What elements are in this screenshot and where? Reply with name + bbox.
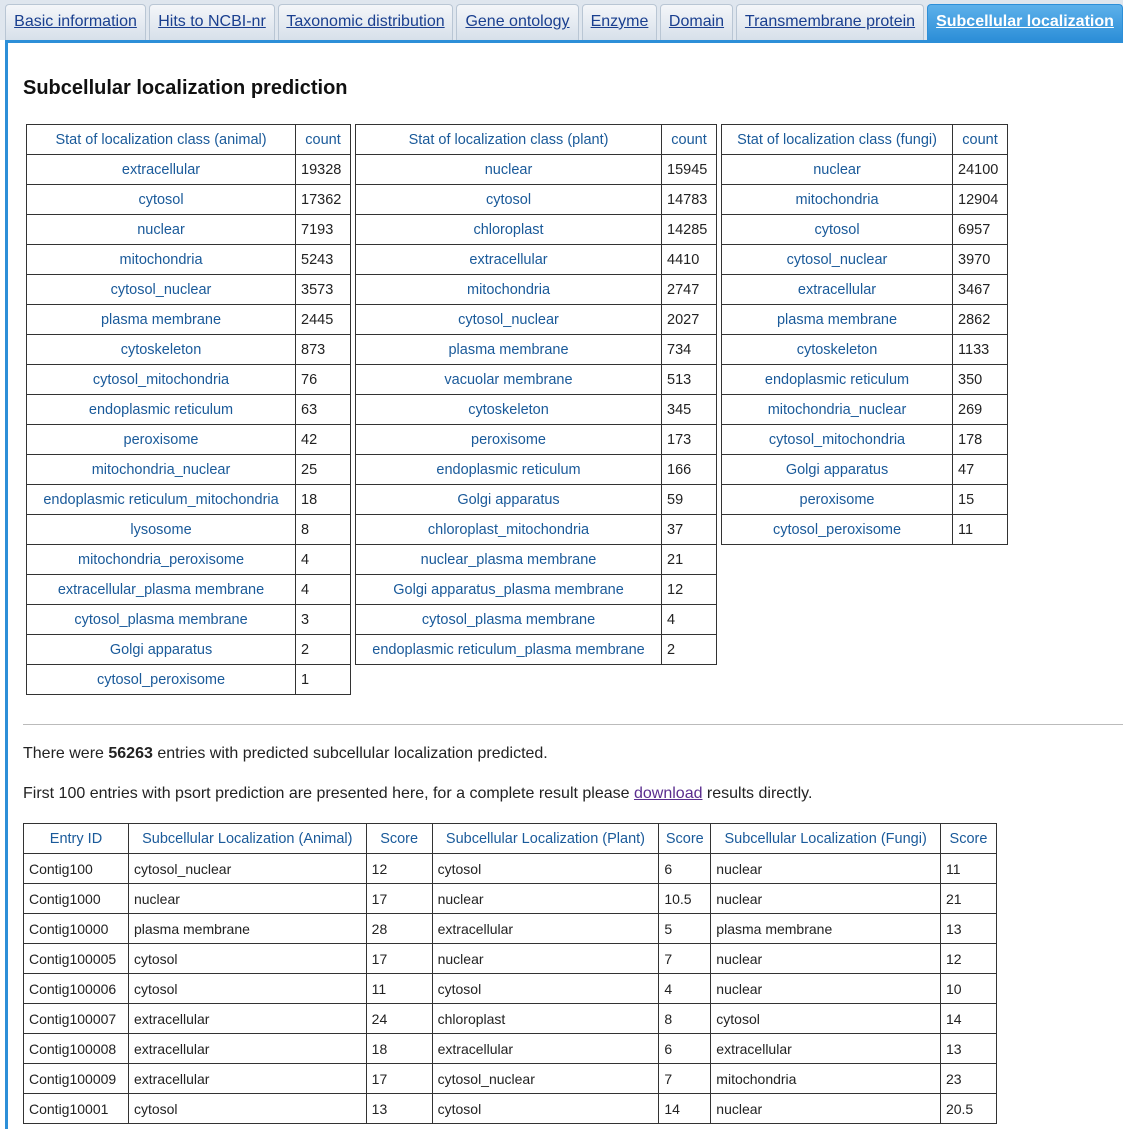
table-cell: 12: [366, 854, 432, 884]
localization-count: 37: [662, 515, 717, 545]
entries-rows: [24, 854, 997, 1124]
localization-class: cytosol_plasma membrane: [27, 605, 296, 635]
tab-domain[interactable]: Domain: [660, 4, 733, 40]
tab-enzyme[interactable]: Enzyme: [582, 4, 657, 40]
stat-row: [27, 425, 351, 455]
table-cell: 24: [366, 1004, 432, 1034]
summary-count: 56263: [108, 745, 153, 762]
table-cell: mitochondria: [711, 1064, 941, 1094]
localization-class: extracellular: [722, 275, 953, 305]
column-header: Subcellular Localization (Fungi): [711, 824, 941, 854]
table-cell: cytosol_nuclear: [128, 854, 366, 884]
table-row: [24, 1004, 997, 1034]
table-cell: nuclear: [432, 944, 659, 974]
table-cell: nuclear: [711, 944, 941, 974]
stat-row: [722, 305, 1008, 335]
table-cell: nuclear: [711, 1094, 941, 1124]
entries-header-row: [24, 824, 997, 854]
table-cell: nuclear: [432, 884, 659, 914]
table-cell: 6: [659, 854, 711, 884]
table-cell: Contig100006: [24, 974, 129, 1004]
localization-class: cytosol_nuclear: [27, 275, 296, 305]
localization-count: 873: [296, 335, 351, 365]
localization-count: 15: [953, 485, 1008, 515]
plant-count-header: count: [662, 125, 717, 155]
stat-row: [356, 245, 717, 275]
plant-stat-table: [355, 124, 717, 665]
stat-row: [722, 395, 1008, 425]
localization-class: nuclear_plasma membrane: [356, 545, 662, 575]
stat-row: [27, 245, 351, 275]
localization-class: cytosol: [722, 215, 953, 245]
localization-class: cytosol_peroxisome: [27, 665, 296, 695]
localization-count: 3970: [953, 245, 1008, 275]
table-cell: cytosol: [432, 1094, 659, 1124]
table-cell: 6: [659, 1034, 711, 1064]
stat-row: [356, 185, 717, 215]
page-heading: Subcellular localization prediction: [23, 77, 348, 99]
localization-count: 2: [662, 635, 717, 665]
localization-class: cytosol_peroxisome: [722, 515, 953, 545]
localization-count: 63: [296, 395, 351, 425]
localization-count: 4: [296, 545, 351, 575]
stat-row: [356, 305, 717, 335]
localization-count: 345: [662, 395, 717, 425]
localization-count: 59: [662, 485, 717, 515]
localization-class: Golgi apparatus: [356, 485, 662, 515]
table-cell: Contig10001: [24, 1094, 129, 1124]
localization-class: chloroplast_mitochondria: [356, 515, 662, 545]
localization-class: chloroplast: [356, 215, 662, 245]
tab-taxonomic-distribution[interactable]: Taxonomic distribution: [278, 4, 453, 40]
localization-count: 19328: [296, 155, 351, 185]
animal-stat-rows: [27, 155, 351, 695]
table-cell: Contig100008: [24, 1034, 129, 1064]
localization-count: 2747: [662, 275, 717, 305]
localization-class: cytosol: [356, 185, 662, 215]
localization-class: extracellular: [356, 245, 662, 275]
localization-class: plasma membrane: [356, 335, 662, 365]
table-row: [24, 1064, 997, 1094]
localization-count: 42: [296, 425, 351, 455]
localization-class: extracellular_plasma membrane: [27, 575, 296, 605]
localization-class: endoplasmic reticulum: [27, 395, 296, 425]
localization-count: 47: [953, 455, 1008, 485]
table-cell: 13: [940, 1034, 996, 1064]
animal-stat-table: [26, 124, 351, 695]
table-row: [24, 1034, 997, 1064]
table-cell: 18: [366, 1034, 432, 1064]
note-pre: First 100 entries with psort prediction are presented here, for a complete result please: [23, 785, 634, 802]
localization-count: 2027: [662, 305, 717, 335]
table-cell: nuclear: [711, 974, 941, 1004]
localization-count: 1133: [953, 335, 1008, 365]
table-cell: plasma membrane: [711, 914, 941, 944]
localization-count: 12904: [953, 185, 1008, 215]
table-cell: 13: [366, 1094, 432, 1124]
localization-class: vacuolar membrane: [356, 365, 662, 395]
column-header: Subcellular Localization (Animal): [128, 824, 366, 854]
stat-row: [722, 425, 1008, 455]
localization-class: cytoskeleton: [356, 395, 662, 425]
localization-class: endoplasmic reticulum_plasma membrane: [356, 635, 662, 665]
localization-count: 269: [953, 395, 1008, 425]
localization-class: cytosol_mitochondria: [722, 425, 953, 455]
localization-count: 6957: [953, 215, 1008, 245]
localization-class: mitochondria: [27, 245, 296, 275]
fungi-count-header: count: [953, 125, 1008, 155]
stat-row: [27, 485, 351, 515]
localization-count: 8: [296, 515, 351, 545]
localization-count: 21: [662, 545, 717, 575]
tab-subcellular-localization[interactable]: Subcellular localization: [927, 4, 1123, 40]
download-note: [23, 785, 812, 803]
stat-row: [27, 215, 351, 245]
localization-count: 12: [662, 575, 717, 605]
table-cell: cytosol: [432, 854, 659, 884]
animal-count-header: count: [296, 125, 351, 155]
column-header: Subcellular Localization (Plant): [432, 824, 659, 854]
fungi-stat-table: [721, 124, 1008, 545]
localization-count: 166: [662, 455, 717, 485]
table-cell: 11: [940, 854, 996, 884]
table-row: [24, 1094, 997, 1124]
localization-count: 1: [296, 665, 351, 695]
table-row: [24, 854, 997, 884]
tab-transmembrane-protein[interactable]: Transmembrane protein: [736, 4, 924, 40]
column-header: Score: [659, 824, 711, 854]
stat-row: [27, 665, 351, 695]
localization-count: 173: [662, 425, 717, 455]
column-header: Entry ID: [24, 824, 129, 854]
stat-row: [722, 245, 1008, 275]
localization-count: 2: [296, 635, 351, 665]
table-cell: extracellular: [128, 1034, 366, 1064]
table-cell: nuclear: [711, 854, 941, 884]
localization-count: 513: [662, 365, 717, 395]
stat-row: [722, 155, 1008, 185]
localization-count: 11: [953, 515, 1008, 545]
localization-count: 2445: [296, 305, 351, 335]
table-cell: 23: [940, 1064, 996, 1094]
table-cell: cytosol: [711, 1004, 941, 1034]
stat-row: [356, 365, 717, 395]
stat-row: [722, 365, 1008, 395]
stat-row: [27, 335, 351, 365]
localization-count: 14285: [662, 215, 717, 245]
table-cell: Contig100005: [24, 944, 129, 974]
stat-row: [722, 485, 1008, 515]
table-cell: extracellular: [128, 1004, 366, 1034]
stat-row: [27, 365, 351, 395]
stat-row: [27, 155, 351, 185]
localization-count: 25: [296, 455, 351, 485]
localization-count: 3: [296, 605, 351, 635]
stat-row: [27, 545, 351, 575]
localization-class: nuclear: [722, 155, 953, 185]
localization-count: 5243: [296, 245, 351, 275]
table-cell: cytosol: [432, 974, 659, 1004]
localization-count: 14783: [662, 185, 717, 215]
localization-class: mitochondria_nuclear: [27, 455, 296, 485]
stat-row: [356, 455, 717, 485]
table-cell: 10.5: [659, 884, 711, 914]
stat-row: [722, 275, 1008, 305]
stat-row: [27, 575, 351, 605]
table-cell: 13: [940, 914, 996, 944]
table-cell: extracellular: [432, 914, 659, 944]
stat-row: [356, 575, 717, 605]
table-cell: cytosol: [128, 944, 366, 974]
table-cell: cytosol: [128, 1094, 366, 1124]
table-cell: 17: [366, 1064, 432, 1094]
stat-row: [356, 275, 717, 305]
localization-count: 350: [953, 365, 1008, 395]
tab-bar: [0, 0, 1123, 40]
divider: [23, 724, 1123, 725]
stat-row: [27, 605, 351, 635]
fungi-class-header: Stat of localization class (fungi): [722, 125, 953, 155]
stat-row: [356, 545, 717, 575]
localization-class: peroxisome: [27, 425, 296, 455]
stat-row: [356, 395, 717, 425]
tab-basic-information[interactable]: Basic information: [5, 4, 146, 40]
table-cell: Contig100: [24, 854, 129, 884]
localization-count: 18: [296, 485, 351, 515]
localization-class: mitochondria: [356, 275, 662, 305]
stat-row: [27, 305, 351, 335]
plant-stat-rows: [356, 155, 717, 665]
table-cell: Contig100007: [24, 1004, 129, 1034]
localization-class: nuclear: [356, 155, 662, 185]
table-cell: 12: [940, 944, 996, 974]
table-cell: 4: [659, 974, 711, 1004]
table-cell: 20.5: [940, 1094, 996, 1124]
table-cell: 14: [940, 1004, 996, 1034]
localization-class: plasma membrane: [27, 305, 296, 335]
table-cell: nuclear: [128, 884, 366, 914]
localization-class: mitochondria_peroxisome: [27, 545, 296, 575]
localization-class: lysosome: [27, 515, 296, 545]
table-cell: 8: [659, 1004, 711, 1034]
table-cell: 14: [659, 1094, 711, 1124]
stat-row: [722, 335, 1008, 365]
table-cell: 17: [366, 884, 432, 914]
table-cell: 5: [659, 914, 711, 944]
localization-class: cytosol_nuclear: [722, 245, 953, 275]
table-cell: cytosol: [128, 974, 366, 1004]
table-cell: extracellular: [711, 1034, 941, 1064]
table-cell: extracellular: [432, 1034, 659, 1064]
stat-row: [356, 155, 717, 185]
localization-class: cytosol_nuclear: [356, 305, 662, 335]
column-header: Score: [940, 824, 996, 854]
fungi-stat-rows: [722, 155, 1008, 545]
table-row: [24, 944, 997, 974]
table-row: [24, 914, 997, 944]
stat-row: [27, 635, 351, 665]
animal-class-header: Stat of localization class (animal): [27, 125, 296, 155]
stat-row: [356, 335, 717, 365]
stat-row: [356, 425, 717, 455]
localization-count: 734: [662, 335, 717, 365]
table-cell: Contig1000: [24, 884, 129, 914]
localization-class: Golgi apparatus: [27, 635, 296, 665]
localization-class: cytoskeleton: [27, 335, 296, 365]
plant-class-header: Stat of localization class (plant): [356, 125, 662, 155]
table-cell: chloroplast: [432, 1004, 659, 1034]
localization-count: 3467: [953, 275, 1008, 305]
localization-count: 17362: [296, 185, 351, 215]
localization-class: cytosol_mitochondria: [27, 365, 296, 395]
entries-table: [23, 823, 997, 1124]
column-header: Score: [366, 824, 432, 854]
localization-class: peroxisome: [356, 425, 662, 455]
summary-pre: There were: [23, 745, 109, 762]
localization-class: extracellular: [27, 155, 296, 185]
table-cell: Contig10000: [24, 914, 129, 944]
table-cell: 28: [366, 914, 432, 944]
summary-text: [23, 745, 548, 763]
table-cell: nuclear: [711, 884, 941, 914]
note-post: results directly.: [702, 785, 813, 802]
table-row: [24, 884, 997, 914]
stat-row: [27, 395, 351, 425]
table-cell: 7: [659, 1064, 711, 1094]
localization-class: endoplasmic reticulum: [356, 455, 662, 485]
tab-gene-ontology[interactable]: Gene ontology: [456, 4, 579, 40]
localization-class: nuclear: [27, 215, 296, 245]
localization-class: cytosol: [27, 185, 296, 215]
localization-count: 76: [296, 365, 351, 395]
stat-row: [722, 215, 1008, 245]
table-cell: 11: [366, 974, 432, 1004]
stat-row: [356, 215, 717, 245]
localization-count: 7193: [296, 215, 351, 245]
localization-count: 178: [953, 425, 1008, 455]
stat-row: [27, 515, 351, 545]
stat-row: [722, 455, 1008, 485]
download-link[interactable]: download: [633, 785, 703, 802]
table-cell: 10: [940, 974, 996, 1004]
localization-class: mitochondria_nuclear: [722, 395, 953, 425]
localization-class: endoplasmic reticulum_mitochondria: [27, 485, 296, 515]
table-cell: Contig100009: [24, 1064, 129, 1094]
localization-count: 3573: [296, 275, 351, 305]
table-cell: plasma membrane: [128, 914, 366, 944]
localization-count: 4: [662, 605, 717, 635]
localization-count: 4410: [662, 245, 717, 275]
localization-class: Golgi apparatus_plasma membrane: [356, 575, 662, 605]
localization-count: 4: [296, 575, 351, 605]
table-cell: 21: [940, 884, 996, 914]
stat-row: [722, 185, 1008, 215]
stat-row: [27, 185, 351, 215]
table-cell: extracellular: [128, 1064, 366, 1094]
tab-hits-to-ncbi-nr[interactable]: Hits to NCBI-nr: [149, 4, 275, 40]
localization-class: cytosol_plasma membrane: [356, 605, 662, 635]
table-cell: 7: [659, 944, 711, 974]
localization-count: 15945: [662, 155, 717, 185]
localization-count: 24100: [953, 155, 1008, 185]
localization-class: mitochondria: [722, 185, 953, 215]
summary-post: entries with predicted subcellular localization predicted.: [152, 745, 548, 762]
stat-row: [356, 605, 717, 635]
localization-count: 2862: [953, 305, 1008, 335]
localization-class: peroxisome: [722, 485, 953, 515]
stat-row: [356, 485, 717, 515]
localization-class: plasma membrane: [722, 305, 953, 335]
localization-class: cytoskeleton: [722, 335, 953, 365]
localization-class: Golgi apparatus: [722, 455, 953, 485]
localization-class: endoplasmic reticulum: [722, 365, 953, 395]
stat-row: [722, 515, 1008, 545]
table-cell: cytosol_nuclear: [432, 1064, 659, 1094]
stat-row: [356, 635, 717, 665]
stat-row: [27, 275, 351, 305]
stat-row: [356, 515, 717, 545]
stat-row: [27, 455, 351, 485]
table-cell: 17: [366, 944, 432, 974]
table-row: [24, 974, 997, 1004]
